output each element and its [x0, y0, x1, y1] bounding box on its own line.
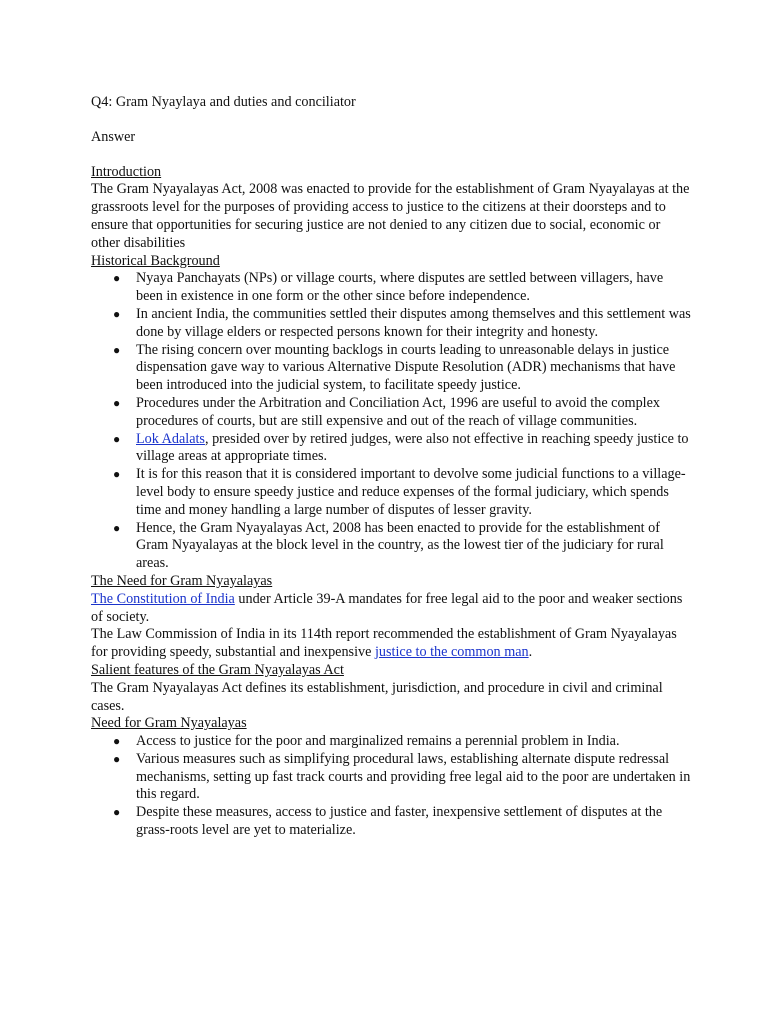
question-title: Q4: Gram Nyaylaya and duties and conciliator [91, 94, 356, 110]
justice-to-the-common-man-link[interactable]: justice to the common man [374, 644, 529, 661]
law-commission-paragraph: The Law Commission of India in its 114th report recommended the establishment of Gram Nyayalayas for providing speedy, substantial and inexpensive justice to the common man. [91, 626, 677, 661]
list-item: ● Lok Adalats, presided over by retired judges, were also not effective in reaching speedy justice to village areas at appropriate times. [113, 430, 689, 465]
historical-background-list [91, 270, 691, 573]
need-list [91, 733, 691, 840]
bullet-icon: ● [113, 467, 121, 482]
need-for-gram-nyayalayas-heading: Need for Gram Nyayalayas [91, 715, 247, 732]
answer-label: Answer [91, 128, 136, 145]
list-item: ● Procedures under the Arbitration and Conciliation Act, 1996 are useful to avoid the complex procedures of courts, but are still expensive and out of the reach of village communities. [113, 394, 661, 429]
bullet-icon: ● [113, 734, 121, 749]
bullet-icon: ● [113, 805, 121, 820]
list-item: ● Various measures such as simplifying procedural laws, establishing alternate dispute redressal mechanisms, setting up fast track courts and providing free legal aid to the poor are undertaken in this regard. [113, 750, 691, 803]
document-page [91, 94, 691, 840]
lok-adalats-link[interactable]: Lok Adalats [136, 430, 205, 447]
bullet-icon: ● [113, 306, 121, 321]
list-item: ● Despite these measures, access to justice and faster, inexpensive settlement of disputes at the grass-roots level are yet to materialize. [113, 804, 663, 839]
salient-features-heading: Salient features of the Gram Nyayalayas Act [91, 661, 344, 678]
bullet-icon: ● [113, 751, 121, 766]
historical-background-heading: Historical Background [91, 252, 220, 269]
bullet-icon: ● [113, 342, 121, 357]
list-item: ● Nyaya Panchayats (NPs) or village courts, where disputes are settled between villagers, have been in existence in one form or the other since before independence. [113, 270, 664, 305]
introduction-heading: Introduction [91, 163, 162, 180]
list-item: ● Hence, the Gram Nyayalayas Act, 2008 has been enacted to provide for the establishment of Gram Nyayalayas at the block level in the country, as the lowest tier of the judiciary for rural areas. [113, 519, 664, 572]
list-item: ● It is for this reason that it is considered important to devolve some judicial functions to a village-level body to ensure speedy justice and reduce expenses of the formal judiciary, which spends time and money handling a large number of disputes of lesser gravity. [113, 466, 686, 518]
list-item: ● In ancient India, the communities settled their disputes among themselves and this settlement was done by village elders or respected persons known for their integrity and honesty. [113, 305, 691, 340]
need-heading: The Need for Gram Nyayalayas [91, 572, 273, 589]
list-item: ● The rising concern over mounting backlogs in courts leading to unreasonable delays in justice dispensation gave way to various Alternative Dispute Resolution (ADR) mechanisms that have been introduced into the judicial system, to facilitate speedy justice. [113, 341, 676, 394]
constitution-of-india-link[interactable]: The Constitution of India [91, 590, 235, 607]
bullet-icon: ● [113, 271, 121, 286]
bullet-icon: ● [113, 520, 121, 535]
bullet-icon: ● [113, 395, 121, 410]
salient-features-text: The Gram Nyayalayas Act defines its establishment, jurisdiction, and procedure in civil and criminal cases. [91, 679, 663, 714]
bullet-icon: ● [113, 431, 121, 446]
introduction-text: The Gram Nyayalayas Act, 2008 was enacted to provide for the establishment of Gram Nyayalayas at the grassroots level for the purposes of providing access to justice to the citizens at their doorsteps and to ensure that opportunities for securing justice are not denied to any citizen due to social, economic or other disabilities [91, 181, 690, 251]
constitution-paragraph: The Constitution of India under Article 39-A mandates for free legal aid to the poor and weaker sections of society. [91, 590, 683, 625]
list-item: ● Access to justice for the poor and marginalized remains a perennial problem in India. [113, 733, 620, 750]
